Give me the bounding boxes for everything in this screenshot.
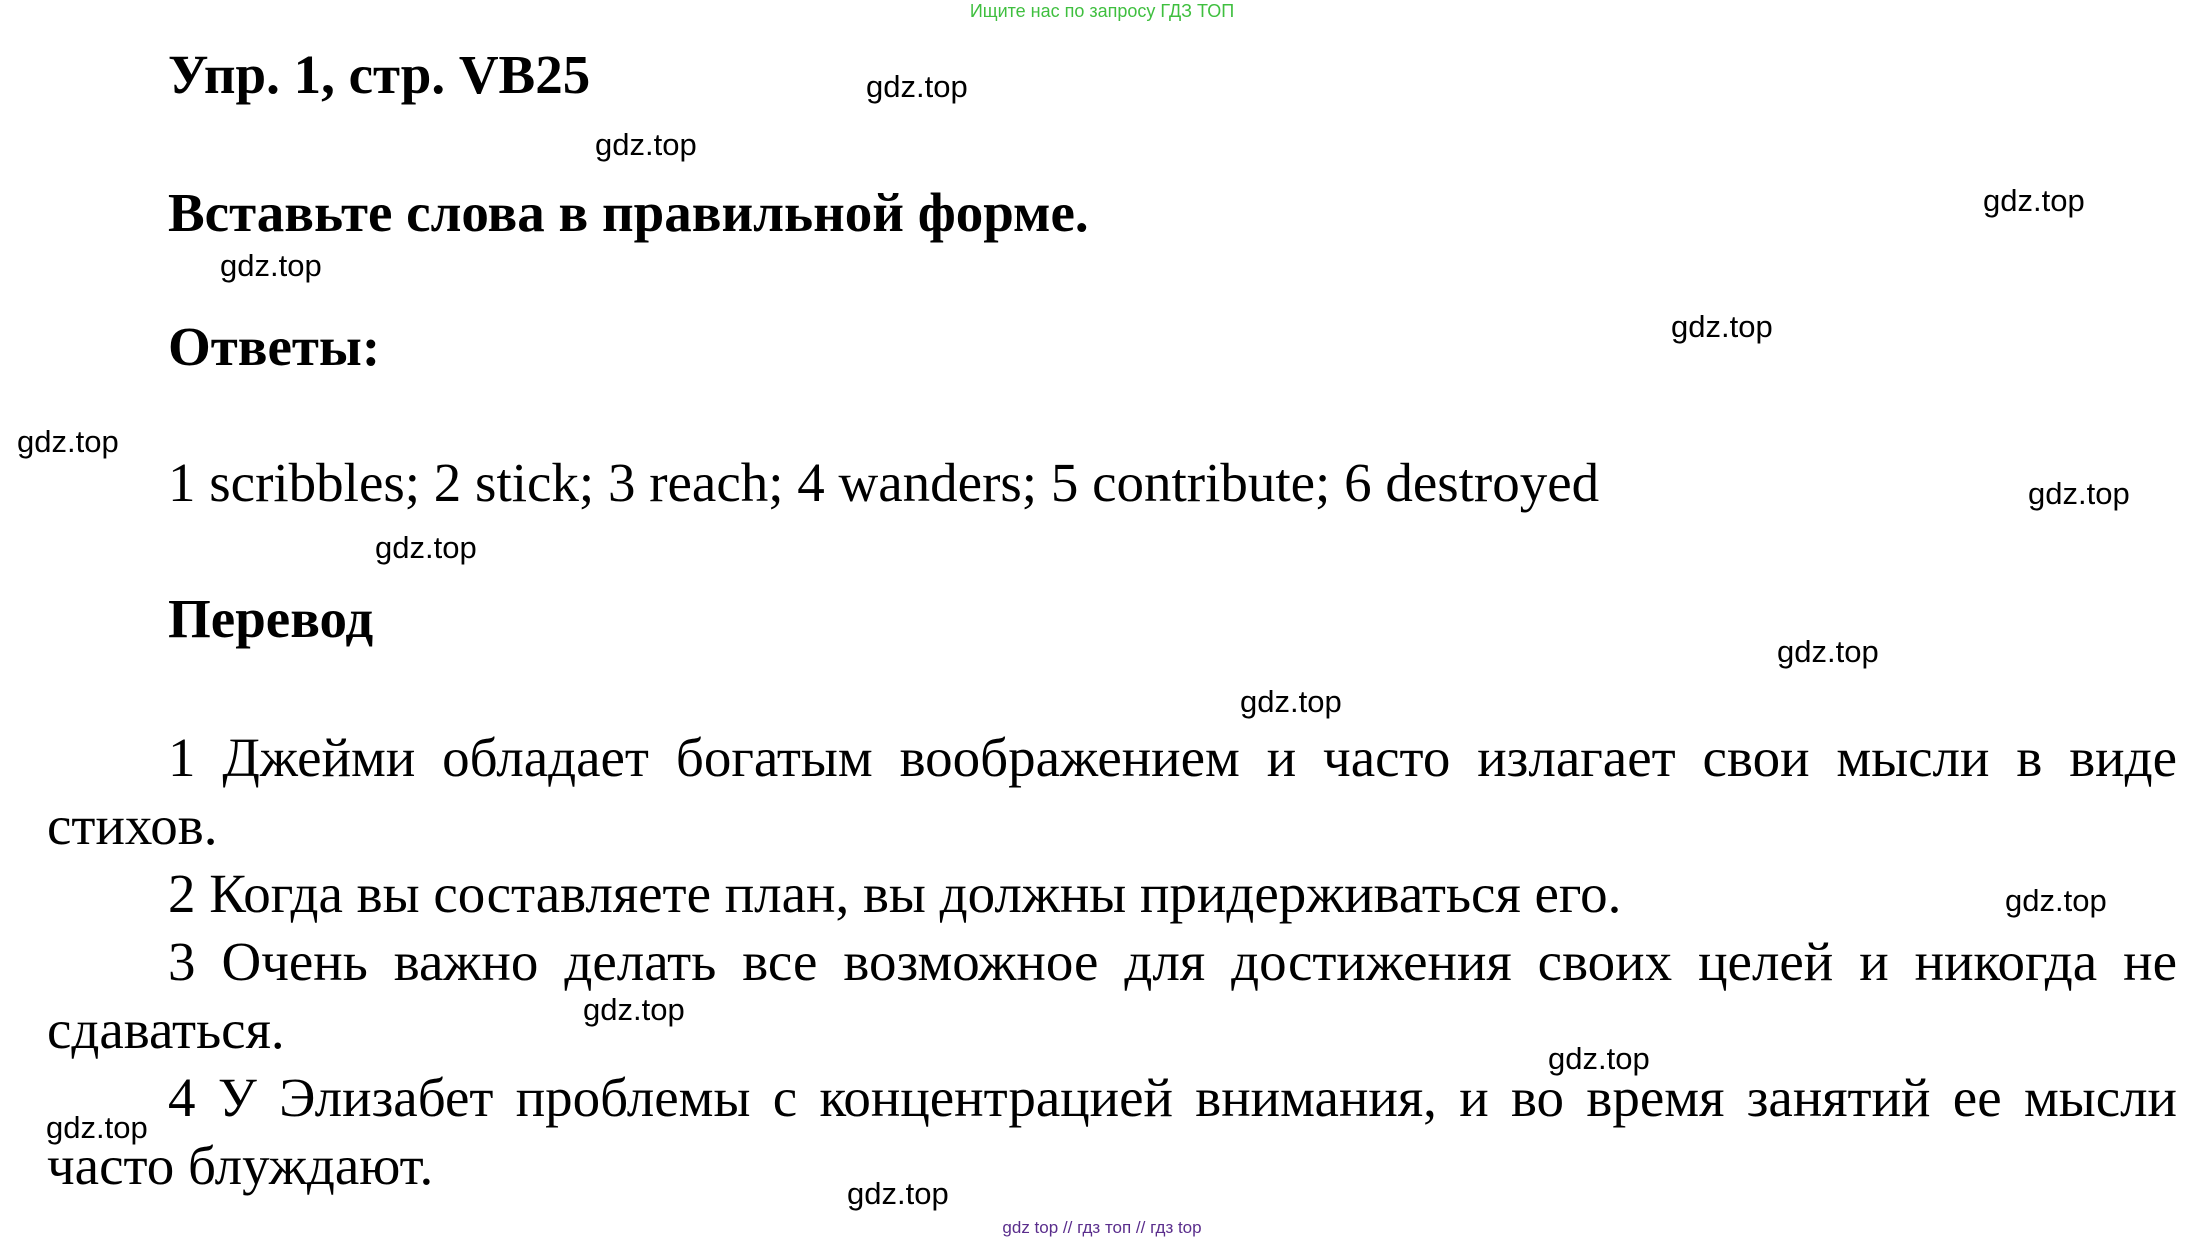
watermark: gdz.top: [1983, 183, 2085, 218]
watermark: gdz.top: [583, 992, 685, 1027]
watermark: gdz.top: [2005, 883, 2107, 918]
watermark: gdz.top: [1777, 634, 1879, 669]
watermark: gdz.top: [375, 530, 477, 565]
watermark: gdz.top: [1671, 309, 1773, 344]
watermark: gdz.top: [1548, 1041, 1650, 1076]
translation-item: 4 У Элизабет проблемы с концентрацией внимания, и во время занятий ее мысли часто блуждают.: [47, 1067, 2177, 1196]
watermark: gdz.top: [847, 1176, 949, 1211]
page-title: Упр. 1, стр. VB25: [168, 44, 591, 105]
watermark: gdz.top: [17, 424, 119, 459]
watermark: gdz.top: [2028, 476, 2130, 511]
translation-item: 1 Джейми обладает богатым воображением и часто излагает свои мысли в виде стихов.: [47, 727, 2177, 856]
answers-heading: Ответы:: [168, 316, 381, 377]
bottom-banner[interactable]: gdz top // гдз топ // гдз top: [1002, 1218, 1202, 1237]
watermark: gdz.top: [46, 1110, 148, 1145]
watermark: gdz.top: [220, 248, 322, 283]
watermark: gdz.top: [595, 127, 697, 162]
top-banner[interactable]: Ищите нас по запросу ГДЗ ТОП: [969, 1, 1235, 21]
translation-block: [47, 724, 2177, 1200]
task-instruction: Вставьте слова в правильной форме.: [168, 182, 1089, 243]
translation-item: 3 Очень важно делать все возможное для достижения своих целей и никогда не сдаваться.: [47, 931, 2177, 1060]
translation-heading: Перевод: [168, 588, 374, 649]
translation-item: 2 Когда вы составляете план, вы должны придерживаться его.: [168, 863, 1622, 924]
answers-text: 1 scribbles; 2 stick; 3 reach; 4 wanders; 5 contribute; 6 destroyed: [168, 452, 1600, 513]
watermark: gdz.top: [866, 69, 968, 104]
watermark: gdz.top: [1240, 684, 1342, 719]
